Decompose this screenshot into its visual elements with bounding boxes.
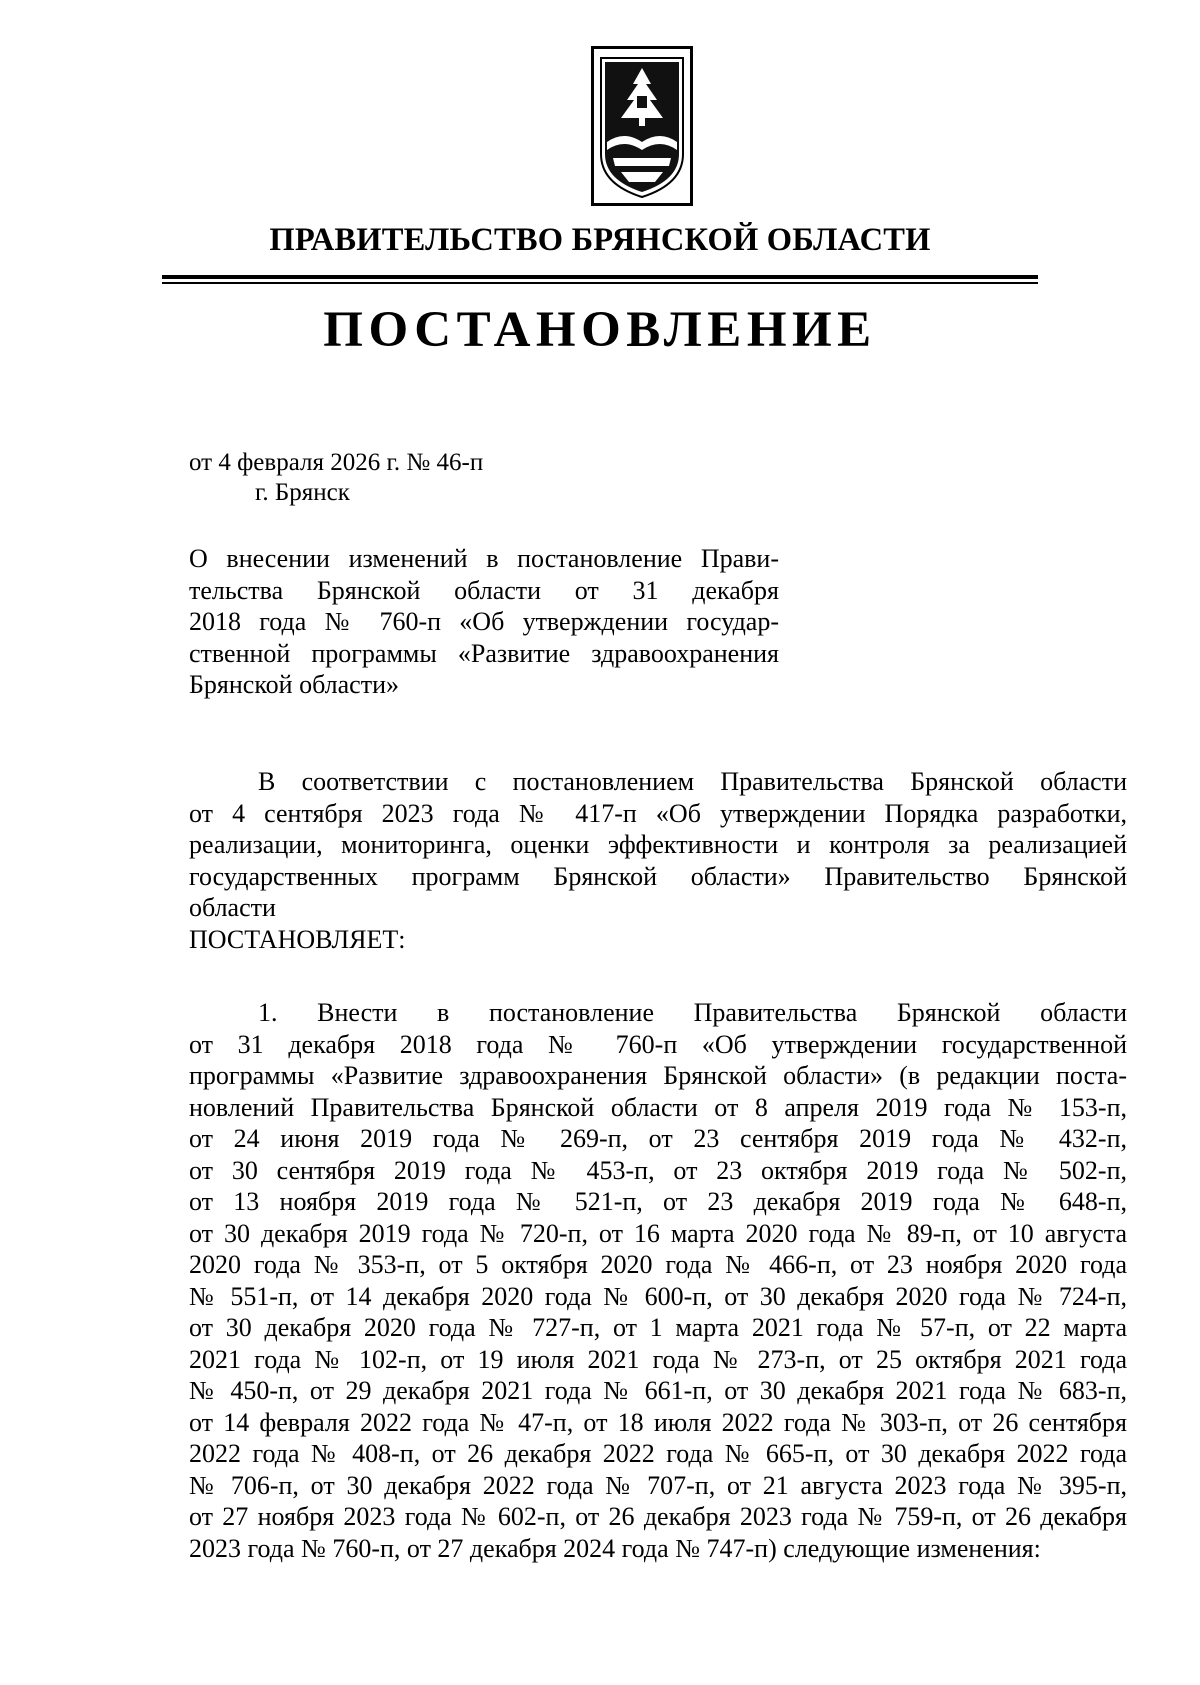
preamble-line: В соответствии с постановлением Правительства Брянской области <box>258 767 1127 796</box>
item-line: от 30 декабря 2019 года № 720-п, от 16 марта 2020 года № 89-п, от 10 августа <box>189 1218 1127 1248</box>
preamble-line: области <box>189 893 276 922</box>
item-line: 2023 года № 760-п, от 27 декабря 2024 года № 747-п) следующие изменения: <box>189 1533 1041 1563</box>
item-line: 2022 года № 408-п, от 26 декабря 2022 года № 665-п, от 30 декабря 2022 года <box>189 1439 1127 1468</box>
item-line: программы «Развитие здравоохранения Брянской области» (в редакции поста- <box>189 1061 1127 1090</box>
subject-line: ственной программы «Развитие здравоохранения <box>189 638 779 668</box>
government-title: ПРАВИТЕЛЬСТВО БРЯНСКОЙ ОБЛАСТИ <box>269 222 931 258</box>
subject-line: Брянской области» <box>189 670 399 699</box>
header-rule-thick <box>162 275 1038 279</box>
header-rule-thin <box>162 282 1038 284</box>
subject-block <box>189 543 779 701</box>
preamble-paragraph <box>189 766 1127 924</box>
item-line: от 13 ноября 2019 года № 521-п, от 23 декабря 2019 года № 648-п, <box>189 1187 1127 1216</box>
city: г. Брянск <box>255 479 350 506</box>
decree-word: ПОСТАНОВЛЯЕТ: <box>189 925 406 954</box>
preamble-line: государственных программ Брянской области» Правительство Брянской <box>189 861 1127 891</box>
coat-of-arms-emblem <box>591 46 693 206</box>
subject-line: 2018 года № 760-п «Об утверждении государ- <box>189 607 779 636</box>
item-line: от 14 февраля 2022 года № 47-п, от 18 июля 2022 года № 303-п, от 26 сентября <box>189 1407 1127 1437</box>
item-line: от 30 декабря 2020 года № 727-п, от 1 марта 2021 года № 57-п, от 22 марта <box>189 1313 1127 1342</box>
document-type: ПОСТАНОВЛЕНИЕ <box>323 302 877 358</box>
date-number: от 4 февраля 2026 г. № 46-п <box>189 449 484 476</box>
item-line: 2020 года № 353-п, от 5 октября 2020 года № 466-п, от 23 ноября 2020 года <box>189 1250 1127 1279</box>
item-line: № 551-п, от 14 декабря 2020 года № 600-п, от 30 декабря 2020 года № 724-п, <box>189 1281 1127 1311</box>
item-line: 1. Внести в постановление Правительства Брянской области <box>258 998 1127 1027</box>
preamble-line: от 4 сентября 2023 года № 417-п «Об утверждении Порядка разработки, <box>189 798 1127 828</box>
item-line: от 27 ноября 2023 года № 602-п, от 26 декабря 2023 года № 759-п, от 26 декабря <box>189 1502 1127 1531</box>
item-line: новлений Правительства Брянской области от 8 апреля 2019 года № 153-п, <box>189 1092 1127 1122</box>
subject-line: О внесении изменений в постановление Прави- <box>189 544 779 573</box>
item-line: от 31 декабря 2018 года № 760-п «Об утверждении государственной <box>189 1029 1127 1059</box>
subject-line: тельства Брянской области от 31 декабря <box>189 575 779 605</box>
item-line: № 450-п, от 29 декабря 2021 года № 661-п, от 30 декабря 2021 года № 683-п, <box>189 1376 1127 1405</box>
item-line: от 24 июня 2019 года № 269-п, от 23 сентября 2019 года № 432-п, <box>189 1124 1127 1153</box>
item-line: 2021 года № 102-п, от 19 июля 2021 года № 273-п, от 25 октября 2021 года <box>189 1344 1127 1374</box>
item-1-paragraph <box>189 997 1127 1564</box>
item-line: № 706-п, от 30 декабря 2022 года № 707-п, от 21 августа 2023 года № 395-п, <box>189 1470 1127 1500</box>
item-line: от 30 сентября 2019 года № 453-п, от 23 октября 2019 года № 502-п, <box>189 1155 1127 1185</box>
preamble-line: реализации, мониторинга, оценки эффективности и контроля за реализацией <box>189 830 1127 859</box>
